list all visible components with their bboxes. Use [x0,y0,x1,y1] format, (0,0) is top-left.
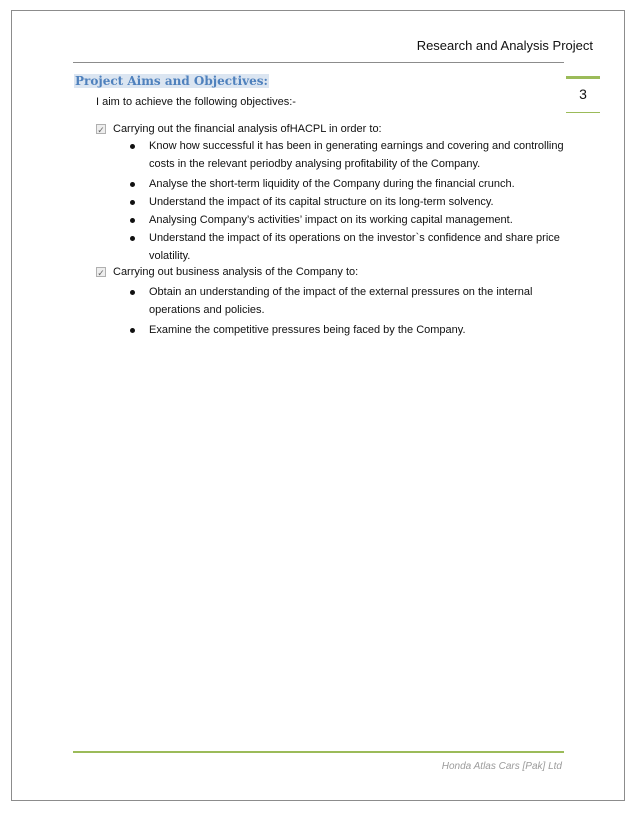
list-item-text: Understand the impact of its capital structure on its long-term solvency. [149,196,494,208]
list-item [130,137,564,173]
list-item-text: Examine the competitive pressures being faced by the Company. [149,324,466,336]
list-item-text: Obtain an understanding of the impact of the external pressures on the internal operations and policies. [149,286,533,316]
page-number-box [566,76,600,114]
bullet-dot-icon [130,218,135,223]
bullet-icon: ✓ [97,268,105,278]
bullet-dot-icon [130,144,135,149]
page-number-bar-bottom [566,112,600,113]
list-item [130,175,560,193]
objective-label: Carrying out the financial analysis ofHACPL in order to: [113,123,382,135]
bullet-dot-icon [130,182,135,187]
page-number: 3 [579,86,587,102]
bullet-dot-icon [130,236,135,241]
page-number-bar-top [566,76,600,79]
footer-rule [73,751,564,753]
list-item [130,321,560,339]
objective-label: Carrying out business analysis of the Company to: [113,266,359,278]
footer-text: Honda Atlas Cars [Pak] Ltd [441,761,562,772]
section-heading: Project Aims and Objectives: [75,74,268,88]
list-item-text: Analysing Company’s activities’ impact on its working capital management. [149,214,513,226]
list-item [130,211,560,229]
bullet-dot-icon [130,200,135,205]
bullet-dot-icon [130,328,135,333]
bullet-dot-icon [130,290,135,295]
list-item [130,229,560,265]
intro-text: I aim to achieve the following objectives:- [96,96,296,108]
list-item-text: Understand the impact of its operations on the investor`s confidence and share price volatility. [149,232,560,262]
bullet-icon: ✓ [97,125,105,135]
list-item [130,283,560,319]
list-item [130,193,560,211]
list-item-text: Analyse the short-term liquidity of the Company during the financial crunch. [149,178,515,190]
list-item-text: Know how successful it has been in generating earnings and covering and controlling costs in the relevant periodby analysing profitability of the Company. [149,140,564,170]
header-title: Research and Analysis Project [416,38,593,53]
header-rule [73,62,564,63]
